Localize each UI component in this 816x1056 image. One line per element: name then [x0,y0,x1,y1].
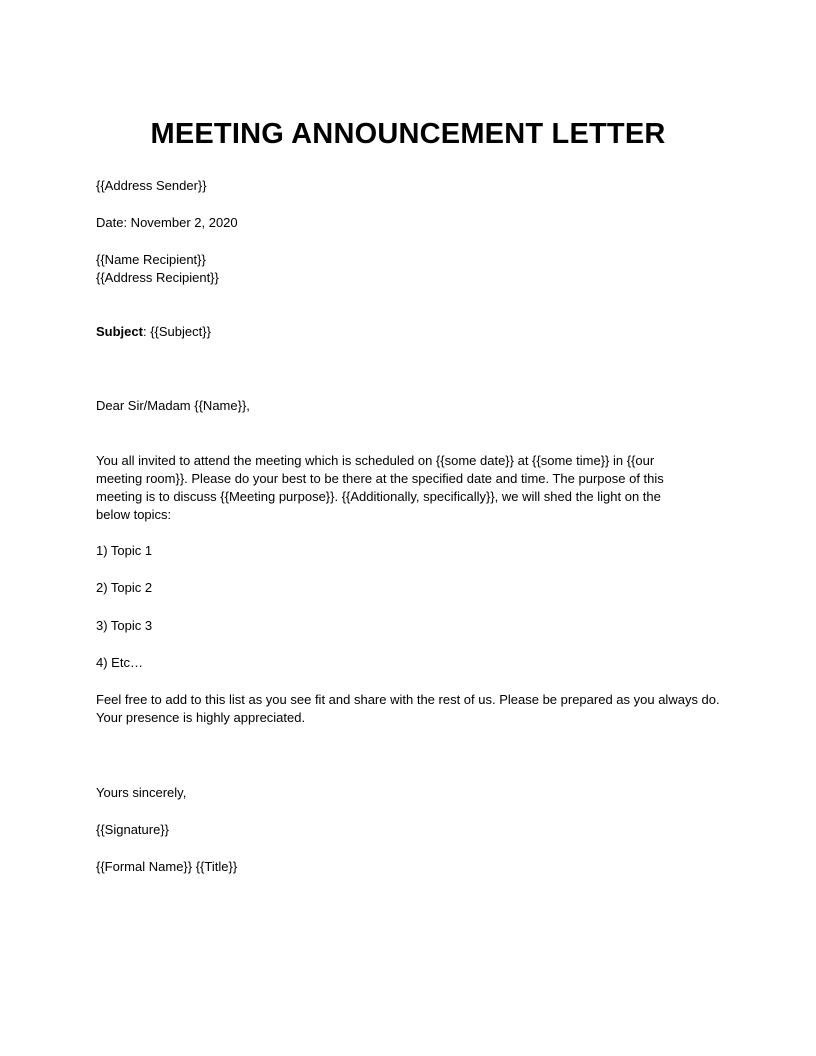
salutation: Dear Sir/Madam {{Name}}, [96,398,250,413]
topic-item-4: 4) Etc… [96,655,143,670]
signature: {{Signature}} [96,822,170,837]
subject-value: : {{Subject}} [142,324,211,339]
formal-name-title: {{Formal Name}} {{Title}} [96,859,238,874]
closing: Yours sincerely, [96,785,187,800]
date-line: Date: November 2, 2020 [96,215,238,230]
paragraph-invitation: You all invited to attend the meeting which is scheduled on {{some date}} at {{some time}} in {{our meeting room}}. Please do your best to be there at the specified date and time. The purpose of this meeting is to discuss {{Meeting purpose}}. {{Additionally, specifically}}, we will shed the light on the below topics: [96,453,664,522]
topic-item-1: 1) Topic 1 [96,543,153,558]
subject-label: Subject [96,324,143,339]
subject-line [96,323,211,341]
topic-item-3: 3) Topic 3 [96,618,153,633]
paragraph-closing-note: Feel free to add to this list as you see fit and share with the rest of us. Please be prepared as you always do. Your presence is highly appreciated. [96,692,720,725]
letter-title: MEETING ANNOUNCEMENT LETTER [150,118,666,150]
recipient-address: {{Address Recipient}} [96,270,219,285]
recipient-name: {{Name Recipient}} [96,252,206,267]
sender-address: {{Address Sender}} [96,178,207,193]
topic-item-2: 2) Topic 2 [96,580,153,595]
